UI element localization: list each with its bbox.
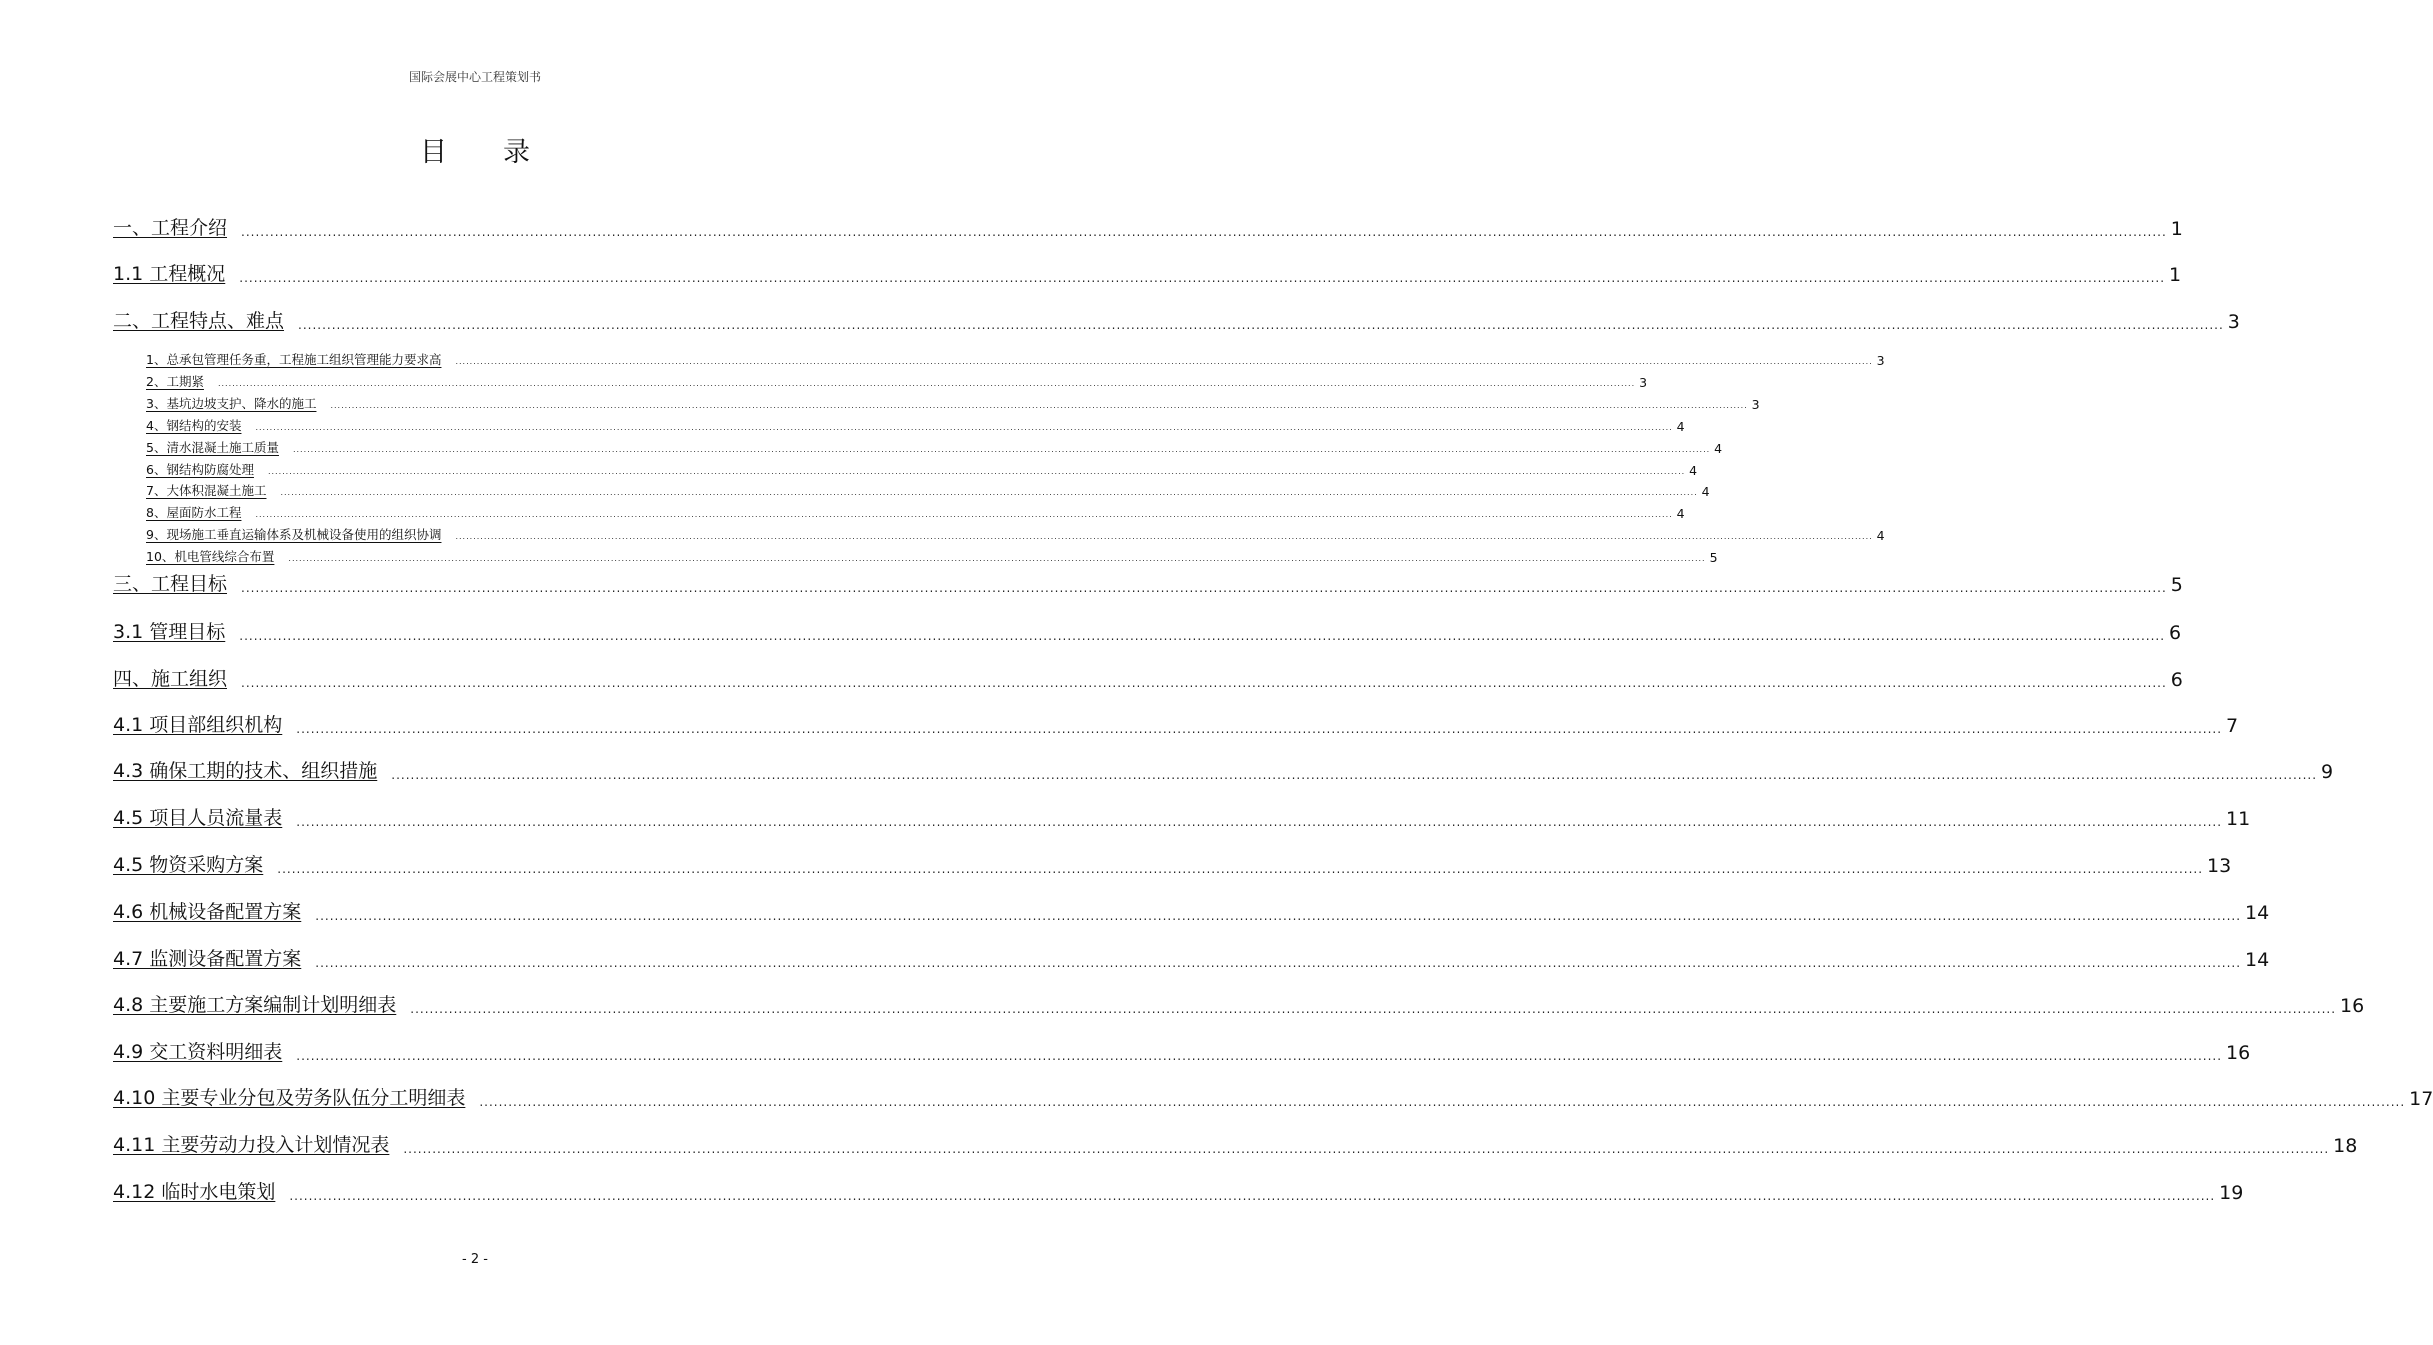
toc-entry[interactable] bbox=[113, 802, 2251, 830]
toc-leader: ................................................................................................................................................................................................................................................................................................................................................................................................................ bbox=[455, 357, 1873, 366]
toc-entry-page: 17 bbox=[2409, 1088, 2433, 1110]
page-number: - 2 - bbox=[462, 1252, 488, 1267]
toc-leader: ................................................................................................................................................................................................................................................................................................................................................................................................................ bbox=[292, 445, 1711, 454]
toc-subentry[interactable] bbox=[146, 460, 1698, 478]
toc-subentry[interactable] bbox=[146, 547, 1718, 565]
toc-entry-label: 4.10 主要专业分包及劳务队伍分工明细表 bbox=[113, 1087, 466, 1109]
toc-subentry-label: 10、机电管线综合布置 bbox=[146, 549, 275, 564]
toc-subentry[interactable] bbox=[146, 416, 1685, 434]
toc-subentry-page: 3 bbox=[1639, 375, 1648, 390]
toc-leader: ................................................................................................................................................................................................................................................................................................................................................................................................................ bbox=[288, 554, 1706, 563]
toc-leader: ................................................................................................................................................................................................................................................................................................................................................................................................................ bbox=[296, 815, 2223, 829]
toc-entry-label: 二、工程特点、难点 bbox=[113, 310, 285, 332]
toc-entry-page: 7 bbox=[2226, 715, 2239, 737]
toc-subentry-label: 2、工期紧 bbox=[146, 374, 204, 389]
toc-subentry[interactable] bbox=[146, 525, 1885, 543]
toc-leader: ................................................................................................................................................................................................................................................................................................................................................................................................................ bbox=[289, 1189, 2216, 1203]
toc-entry[interactable] bbox=[113, 305, 2240, 333]
toc-leader: ................................................................................................................................................................................................................................................................................................................................................................................................................ bbox=[391, 768, 2318, 782]
toc-leader: ................................................................................................................................................................................................................................................................................................................................................................................................................ bbox=[296, 1049, 2223, 1063]
toc-leader: ................................................................................................................................................................................................................................................................................................................................................................................................................ bbox=[403, 1142, 2330, 1156]
toc-entry-page: 11 bbox=[2226, 808, 2251, 830]
toc-subentry-page: 4 bbox=[1676, 506, 1685, 521]
toc-entry-page: 14 bbox=[2245, 902, 2270, 924]
toc-leader: ................................................................................................................................................................................................................................................................................................................................................................................................................ bbox=[315, 909, 2242, 923]
toc-entry-label: 1.1 工程概况 bbox=[113, 263, 226, 285]
toc-subentry-page: 4 bbox=[1714, 441, 1723, 456]
toc-subentry-page: 4 bbox=[1676, 419, 1685, 434]
toc-entry-label: 4.3 确保工期的技术、组织措施 bbox=[113, 760, 378, 782]
toc-leader: ................................................................................................................................................................................................................................................................................................................................................................................................................ bbox=[239, 629, 2166, 643]
toc-leader: ................................................................................................................................................................................................................................................................................................................................................................................................................ bbox=[315, 956, 2242, 970]
toc-entry-page: 3 bbox=[2227, 311, 2240, 333]
toc-leader: ................................................................................................................................................................................................................................................................................................................................................................................................................ bbox=[277, 862, 2204, 876]
toc-leader: ................................................................................................................................................................................................................................................................................................................................................................................................................ bbox=[479, 1095, 2406, 1109]
toc-subentry-label: 1、总承包管理任务重，工程施工组织管理能力要求高 bbox=[146, 352, 442, 367]
toc-entry-label: 4.7 监测设备配置方案 bbox=[113, 948, 302, 970]
toc-entry-page: 16 bbox=[2340, 995, 2365, 1017]
page-header: 国际会展中心工程策划书 bbox=[408, 70, 541, 84]
toc-entry[interactable] bbox=[113, 1036, 2251, 1064]
toc-entry-page: 6 bbox=[2169, 622, 2182, 644]
toc-subentry-label: 3、基坑边坡支护、降水的施工 bbox=[146, 396, 317, 411]
title-char-1: 目 bbox=[420, 137, 447, 168]
toc-subentry-page: 3 bbox=[1751, 397, 1760, 412]
toc-entry[interactable] bbox=[113, 849, 2232, 877]
toc-entry[interactable] bbox=[113, 663, 2183, 691]
toc-leader: ................................................................................................................................................................................................................................................................................................................................................................................................................ bbox=[298, 318, 2224, 332]
toc-entry-page: 1 bbox=[2170, 218, 2183, 240]
toc-subentry-label: 4、钢结构的安装 bbox=[146, 418, 242, 433]
toc-entry-label: 三、工程目标 bbox=[113, 573, 228, 595]
toc-subentry[interactable] bbox=[146, 394, 1760, 412]
toc-leader: ................................................................................................................................................................................................................................................................................................................................................................................................................ bbox=[296, 722, 2223, 736]
toc-subentry-label: 5、清水混凝土施工质量 bbox=[146, 440, 279, 455]
toc-entry-label: 四、施工组织 bbox=[113, 668, 228, 690]
toc-entry-label: 4.5 物资采购方案 bbox=[113, 854, 264, 876]
toc-subentry-page: 4 bbox=[1876, 528, 1885, 543]
toc-leader: ................................................................................................................................................................................................................................................................................................................................................................................................................ bbox=[455, 532, 1873, 541]
toc-entry-label: 4.9 交工资料明细表 bbox=[113, 1041, 283, 1063]
toc-entry-label: 一、工程介绍 bbox=[113, 217, 228, 239]
toc-subentry[interactable] bbox=[146, 438, 1723, 456]
toc-entry-page: 16 bbox=[2226, 1042, 2251, 1064]
toc-subentry-page: 3 bbox=[1876, 353, 1885, 368]
toc-leader: ................................................................................................................................................................................................................................................................................................................................................................................................................ bbox=[410, 1002, 2337, 1016]
toc-leader: ................................................................................................................................................................................................................................................................................................................................................................................................................ bbox=[241, 225, 2167, 239]
toc-entry-page: 14 bbox=[2245, 949, 2270, 971]
toc-subentry-page: 5 bbox=[1709, 550, 1718, 565]
toc-entry[interactable] bbox=[113, 943, 2270, 971]
toc-entry-label: 4.12 临时水电策划 bbox=[113, 1181, 276, 1203]
toc-entry[interactable] bbox=[113, 258, 2182, 286]
toc-entry-label: 4.1 项目部组织机构 bbox=[113, 714, 283, 736]
toc-entry-page: 13 bbox=[2207, 855, 2232, 877]
toc-entry-label: 4.8 主要施工方案编制计划明细表 bbox=[113, 994, 397, 1016]
toc-entry-page: 9 bbox=[2321, 761, 2334, 783]
toc-entry-label: 3.1 管理目标 bbox=[113, 621, 226, 643]
toc-entry[interactable] bbox=[113, 1082, 2433, 1110]
toc-entry[interactable] bbox=[113, 709, 2239, 737]
toc-leader: ................................................................................................................................................................................................................................................................................................................................................................................................................ bbox=[280, 488, 1698, 497]
toc-subentry-label: 9、现场施工垂直运输体系及机械设备使用的组织协调 bbox=[146, 527, 442, 542]
toc-leader: ................................................................................................................................................................................................................................................................................................................................................................................................................ bbox=[255, 423, 1673, 432]
toc-entry[interactable] bbox=[113, 1129, 2358, 1157]
toc-subentry-label: 7、大体积混凝土施工 bbox=[146, 483, 267, 498]
toc-entry[interactable] bbox=[113, 568, 2183, 596]
toc-subentry[interactable] bbox=[146, 372, 1648, 390]
toc-entry[interactable] bbox=[113, 755, 2334, 783]
toc-leader: ................................................................................................................................................................................................................................................................................................................................................................................................................ bbox=[239, 271, 2166, 285]
toc-entry-page: 18 bbox=[2333, 1135, 2358, 1157]
toc-subentry-page: 4 bbox=[1689, 463, 1698, 478]
toc-entry[interactable] bbox=[113, 896, 2270, 924]
toc-leader: ................................................................................................................................................................................................................................................................................................................................................................................................................ bbox=[241, 581, 2167, 595]
toc-leader: ................................................................................................................................................................................................................................................................................................................................................................................................................ bbox=[255, 510, 1673, 519]
toc-entry-label: 4.11 主要劳动力投入计划情况表 bbox=[113, 1134, 390, 1156]
toc-entry-page: 19 bbox=[2219, 1182, 2244, 1204]
toc-entry[interactable] bbox=[113, 212, 2183, 240]
toc-leader: ................................................................................................................................................................................................................................................................................................................................................................................................................ bbox=[267, 467, 1686, 476]
toc-subentry-page: 4 bbox=[1701, 484, 1710, 499]
toc-subentry[interactable] bbox=[146, 503, 1685, 521]
toc-leader: ................................................................................................................................................................................................................................................................................................................................................................................................................ bbox=[330, 401, 1748, 410]
toc-entry[interactable] bbox=[113, 1176, 2244, 1204]
toc-subentry[interactable] bbox=[146, 481, 1710, 499]
toc-entry[interactable] bbox=[113, 616, 2182, 644]
toc-entry-page: 6 bbox=[2170, 669, 2183, 691]
title-char-2: 录 bbox=[503, 137, 530, 168]
toc-subentry[interactable] bbox=[146, 350, 1885, 368]
toc-entry-page: 5 bbox=[2170, 574, 2183, 596]
toc-leader: ................................................................................................................................................................................................................................................................................................................................................................................................................ bbox=[241, 676, 2167, 690]
toc-subentry-label: 8、屋面防水工程 bbox=[146, 505, 242, 520]
toc-subentry-label: 6、钢结构防腐处理 bbox=[146, 462, 254, 477]
toc-entry-page: 1 bbox=[2169, 264, 2182, 286]
toc-entry-label: 4.5 项目人员流量表 bbox=[113, 807, 283, 829]
toc-leader: ................................................................................................................................................................................................................................................................................................................................................................................................................ bbox=[217, 379, 1636, 388]
toc-entry[interactable] bbox=[113, 989, 2365, 1017]
toc-entry-label: 4.6 机械设备配置方案 bbox=[113, 901, 302, 923]
